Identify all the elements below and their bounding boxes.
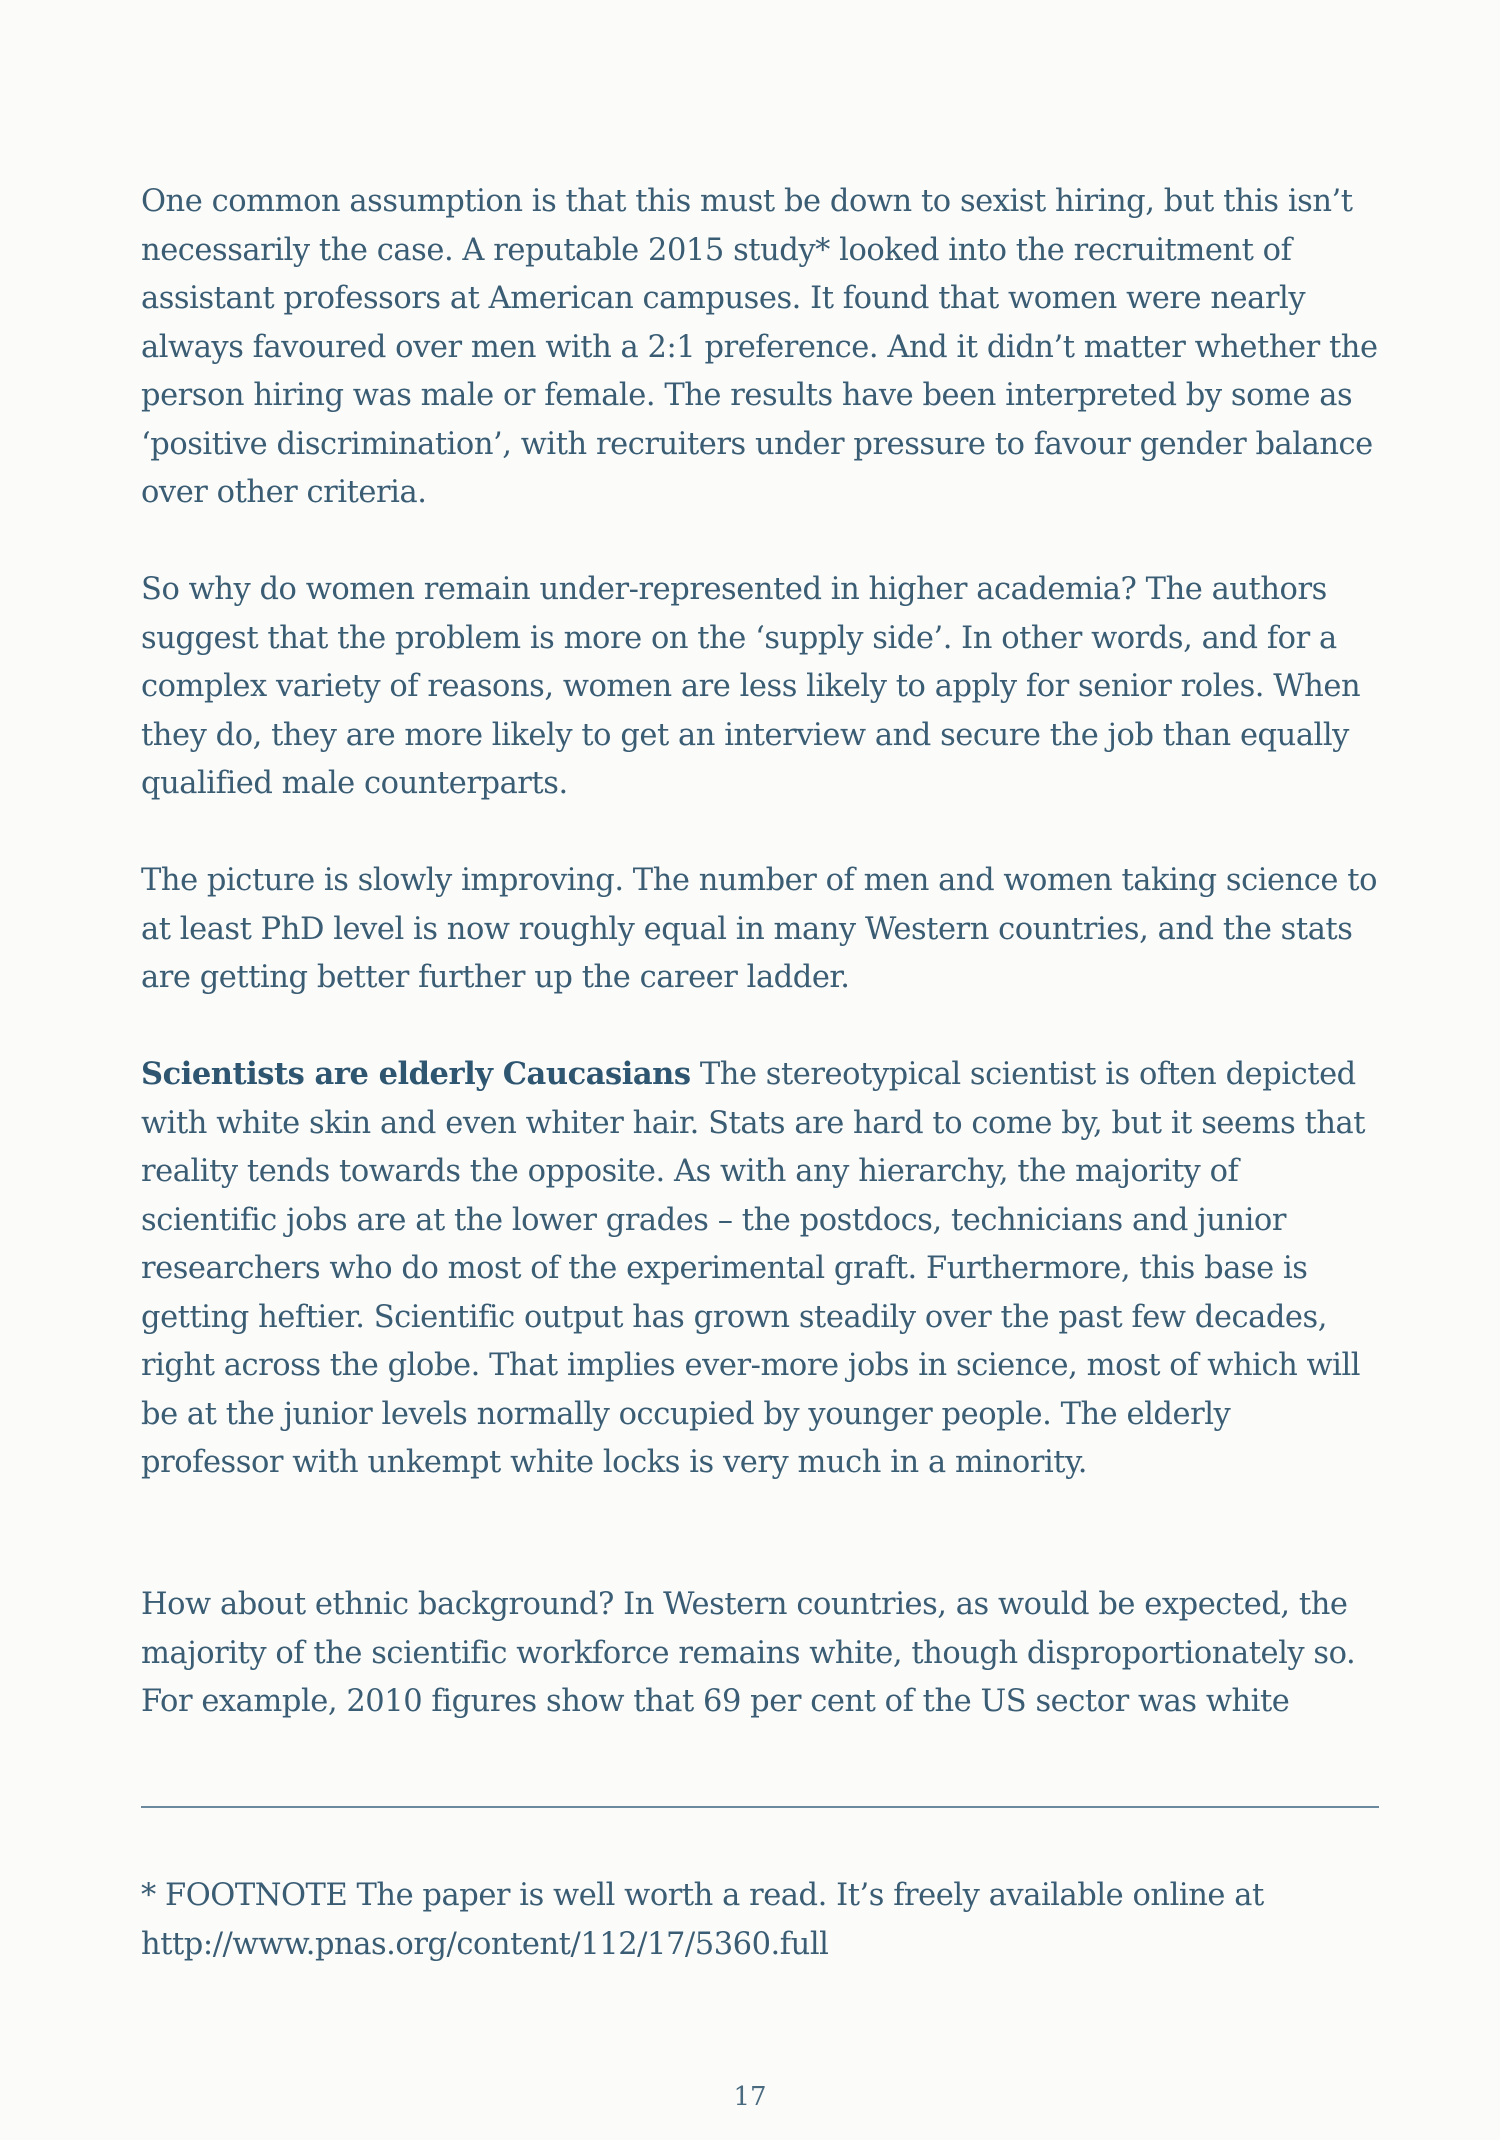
paragraph-ethnic-background: How about ethnic background? In Western countries, as would be expected, the majority of the scientific workforce remains white, though disproportionately so. For example, 2010 figures show that 69 per cent of the US sector was white xyxy=(141,1587,1356,1719)
paragraph-under-representation: So why do women remain under-represented in higher academia? The authors suggest that the problem is more on the ‘supply side’. In other words, and for a complex variety of reasons, women are less likely to apply for senior roles. When they do, they are more likely to get an interview and secure the job than equally qualified male counterparts. xyxy=(141,572,1361,801)
footnote: * FOOTNOTE The paper is well worth a read. It’s freely available online at http://www.pnas.org/content/112/17/5360.full xyxy=(141,1878,1264,1962)
page-number: 17 xyxy=(733,2082,767,2112)
footnote-divider xyxy=(141,1806,1379,1808)
paragraph-hiring-assumption: One common assumption is that this must be down to sexist hiring, but this isn’t necessarily the case. A reputable 2015 study* looked into the recruitment of assistant professors at American campuses. It found that women were nearly always favoured over men with a 2:1 preference. And it didn’t matter whether the person hiring was male or female. The results have been interpreted by some as ‘positive discrimination’, with recruiters under pressure to favour gender balance over other criteria. xyxy=(141,184,1378,510)
paragraph-elderly-caucasians xyxy=(141,1050,1381,1488)
section-heading: Scientists are elderly Caucasians xyxy=(141,1056,691,1092)
paragraph-improving-picture: The picture is slowly improving. The number of men and women taking science to at least PhD level is now roughly equal in many Western countries, and the stats are getting better further up the career ladder. xyxy=(141,863,1377,995)
paragraph-elderly-caucasians-body: The stereotypical scientist is often depicted with white skin and even whiter hair. Stats are hard to come by, but it seems that reality tends towards the opposite. As with any hierarchy, the majority of scientific jobs are at the lower grades – the postdocs, technicians and junior researchers who do most of the experimental graft. Furthermore, this base is getting heftier. Scientific output has grown steadily over the past few decades, right across the globe. That implies ever-more jobs in science, most of which will be at the junior levels normally occupied by younger people. The elderly professor with unkempt white locks is very much in a minority. xyxy=(141,1057,1366,1480)
